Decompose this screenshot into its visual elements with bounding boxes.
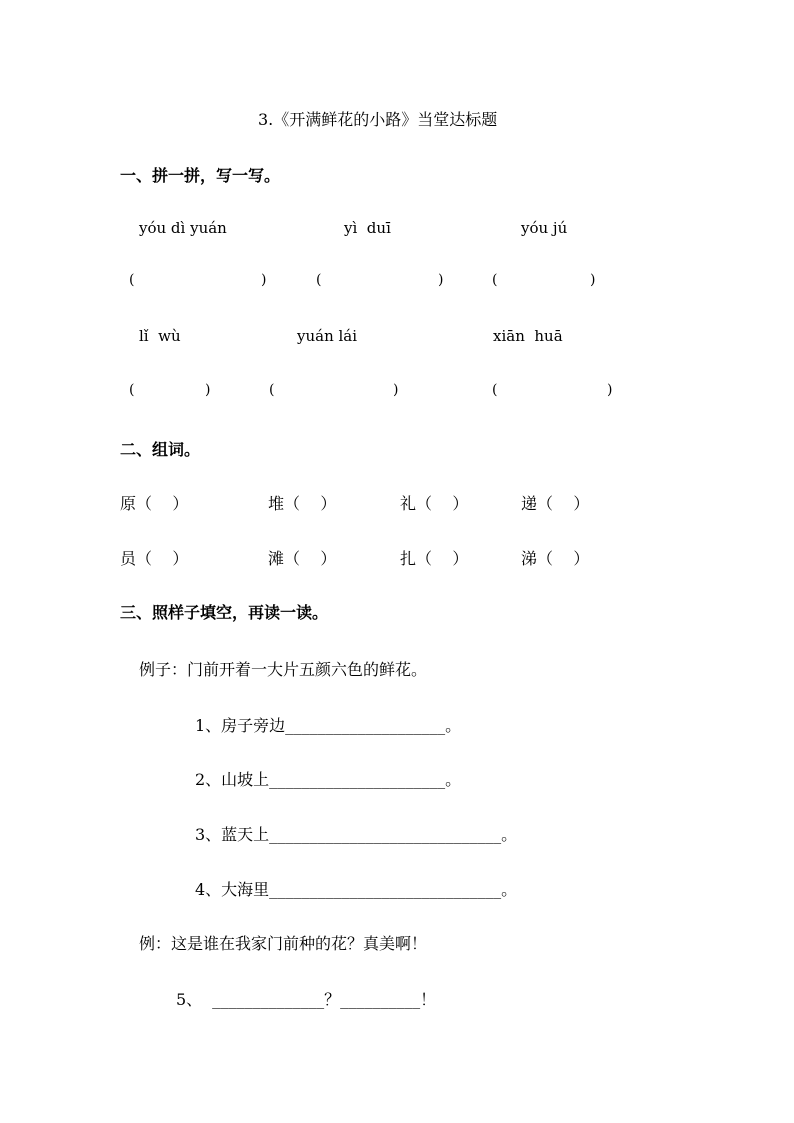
paren-open: (: [129, 382, 135, 398]
paren-close: ): [393, 382, 399, 398]
pinyin-xian-hua: xiān huā: [493, 327, 563, 345]
word-group-li: 礼（ ）: [400, 494, 469, 513]
paren-close: ): [438, 272, 444, 288]
fill-item-1: 1、房子旁边____________________。: [195, 716, 462, 735]
fill-item-5-number: 5、: [176, 990, 203, 1009]
paren-open: (: [269, 382, 275, 398]
section1-heading: 一、拼一拼，写一写。: [120, 166, 281, 185]
word-group-tan: 滩（ ）: [268, 549, 337, 568]
word-group-ti: 涕（ ）: [521, 549, 590, 568]
pinyin-yuan-lai: yuán lái: [297, 327, 358, 345]
paren-close: ): [205, 382, 211, 398]
word-group-zha: 扎（ ）: [400, 549, 469, 568]
fill-item-3: 3、蓝天上_____________________________。: [195, 825, 518, 844]
paren-open: (: [316, 272, 322, 288]
pinyin-you-ju: yóu jú: [521, 219, 568, 237]
paren-open: (: [129, 272, 135, 288]
fill-item-2: 2、山坡上______________________。: [195, 770, 462, 789]
pinyin-li-wu: lǐ wù: [139, 327, 181, 345]
word-group-dui: 堆（ ）: [268, 494, 337, 513]
page-title: 3.《开满鲜花的小路》当堂达标题: [258, 110, 498, 129]
word-group-di: 递（ ）: [521, 494, 590, 513]
example-sentence: 例子：门前开着一大片五颜六色的鲜花。: [139, 660, 428, 679]
example-sentence-2: 例：这是谁在我家门前种的花？真美啊！: [139, 934, 428, 953]
fill-item-4: 4、大海里_____________________________。: [195, 880, 518, 899]
paren-close: ): [607, 382, 613, 398]
section3-heading: 三、照样子填空，再读一读。: [120, 603, 329, 622]
paren-close: ): [590, 272, 596, 288]
paren-close: ): [261, 272, 267, 288]
word-group-yuan: 原（ ）: [120, 494, 189, 513]
pinyin-yi-dui: yì duī: [344, 219, 391, 237]
section2-heading: 二、组词。: [120, 440, 201, 459]
word-group-yuan2: 员（ ）: [120, 549, 189, 568]
pinyin-you-di-yuan: yóu dì yuán: [139, 219, 227, 237]
fill-item-5-blanks: ______________？__________！: [207, 990, 437, 1009]
paren-open: (: [492, 272, 498, 288]
paren-open: (: [492, 382, 498, 398]
